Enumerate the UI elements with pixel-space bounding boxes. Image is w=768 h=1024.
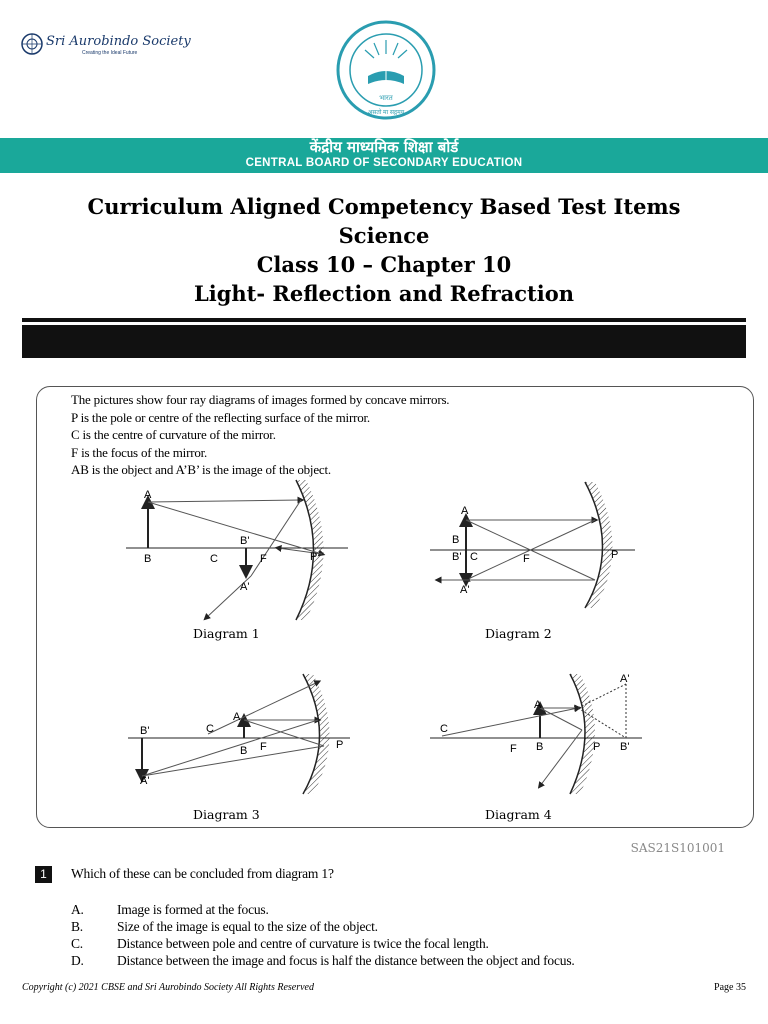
banner-english: CENTRAL BOARD OF SECONDARY EDUCATION (245, 157, 523, 169)
option-letter: D. (71, 953, 84, 968)
intro-line: AB is the object and A’B’ is the image of the object. (71, 462, 331, 477)
title-line-1: Curriculum Aligned Competency Based Test Items (87, 194, 681, 219)
emblem-bharat: भारत (379, 95, 393, 102)
logo-tagline: Creating the Ideal Future (82, 50, 138, 56)
intro-line: F is the focus of the mirror. (71, 444, 208, 460)
question-number-badge: 1 (35, 866, 52, 883)
question-text: Which of these can be concluded from diagram 1? (71, 866, 334, 881)
society-emblem-icon (20, 32, 44, 56)
diagram4-label-Aprime: A' (620, 673, 630, 685)
copyright-notice: Copyright (c) 2021 CBSE and Sri Aurobindo Society All Rights Reserved (22, 982, 314, 993)
diagram1-label-P: P (310, 551, 318, 563)
diagram3-label-A: A (233, 711, 241, 723)
diagram1-label-B: B (144, 553, 152, 565)
title-line-3: Class 10 – Chapter 10 (256, 252, 512, 277)
diagram2-label-C: C (470, 551, 478, 563)
diagram2-label-A: A (461, 505, 469, 517)
diagram1-label-F: F (260, 553, 267, 565)
diagram2-label-F: F (523, 553, 530, 565)
ray-diagram-4 (430, 668, 645, 798)
diagram-2-caption: Diagram 2 (485, 626, 552, 641)
diagram1-label-Bprime: B' (240, 535, 250, 547)
title-line-4: Light- Reflection and Refraction (193, 281, 575, 306)
diagram3-label-B: B (240, 745, 248, 757)
ray-diagram-2 (430, 480, 640, 610)
diagram3-label-P: P (336, 739, 344, 751)
intro-line: C is the centre of curvature of the mirror. (71, 427, 276, 442)
diagram-4-caption: Diagram 4 (485, 807, 552, 822)
option-text: Distance between pole and centre of curvature is twice the focal length. (117, 936, 489, 951)
diagram2-label-Bprime: B' (452, 551, 462, 563)
title-divider-thick (22, 325, 746, 358)
diagram1-label-Aprime: A' (240, 581, 250, 593)
option-text: Image is formed at the focus. (117, 902, 269, 917)
sri-aurobindo-society-logo (20, 30, 191, 60)
option-text: Size of the image is equal to the size of the object. (117, 919, 378, 934)
ray-diagram-3 (128, 668, 358, 798)
diagram3-label-Aprime: A' (140, 775, 150, 787)
diagram3-label-F: F (260, 741, 267, 753)
banner-hindi: केंद्रीय माध्यमिक शिक्षा बोर्ड (309, 138, 459, 156)
diagram4-label-B: B (536, 741, 544, 753)
title-divider-thin (22, 318, 746, 322)
diagram2-label-Aprime: A' (460, 584, 470, 596)
ray-diagram-1 (126, 478, 361, 626)
diagram4-label-A: A (534, 699, 542, 711)
option-text: Distance between the image and focus is half the distance between the object and focus. (117, 953, 575, 968)
diagram1-label-A: A (144, 489, 152, 501)
diagram4-label-F: F (510, 743, 517, 755)
diagram3-label-C: C (206, 723, 214, 735)
diagram2-label-B: B (452, 534, 460, 546)
diagram4-label-C: C (440, 723, 448, 735)
diagram3-label-Bprime: B' (140, 725, 150, 737)
option-letter: B. (71, 919, 83, 934)
stimulus-text (71, 391, 671, 479)
emblem-motto: असतो मा सद्गमय (367, 110, 405, 116)
cbse-emblem-logo (334, 18, 438, 128)
option-letter: C. (71, 936, 83, 951)
intro-line: P is the pole or centre of the reflecting surface of the mirror. (71, 409, 370, 425)
diagram-1-caption: Diagram 1 (193, 626, 260, 641)
logo-name: Sri Aurobindo Society (46, 34, 191, 49)
page-number: Page 35 (714, 982, 746, 993)
intro-line: The pictures show four ray diagrams of images formed by concave mirrors. (71, 392, 450, 407)
document-title (0, 192, 768, 308)
diagram2-label-P: P (611, 549, 619, 561)
diagram-3-caption: Diagram 3 (193, 807, 260, 822)
cbse-banner (0, 138, 768, 173)
question-code: SAS21S101001 (630, 841, 725, 855)
diagram4-label-P: P (593, 741, 601, 753)
title-line-2: Science (338, 223, 430, 248)
diagram4-label-Bprime: B' (620, 741, 630, 753)
diagram1-label-C: C (210, 553, 218, 565)
option-letter: A. (71, 902, 84, 917)
